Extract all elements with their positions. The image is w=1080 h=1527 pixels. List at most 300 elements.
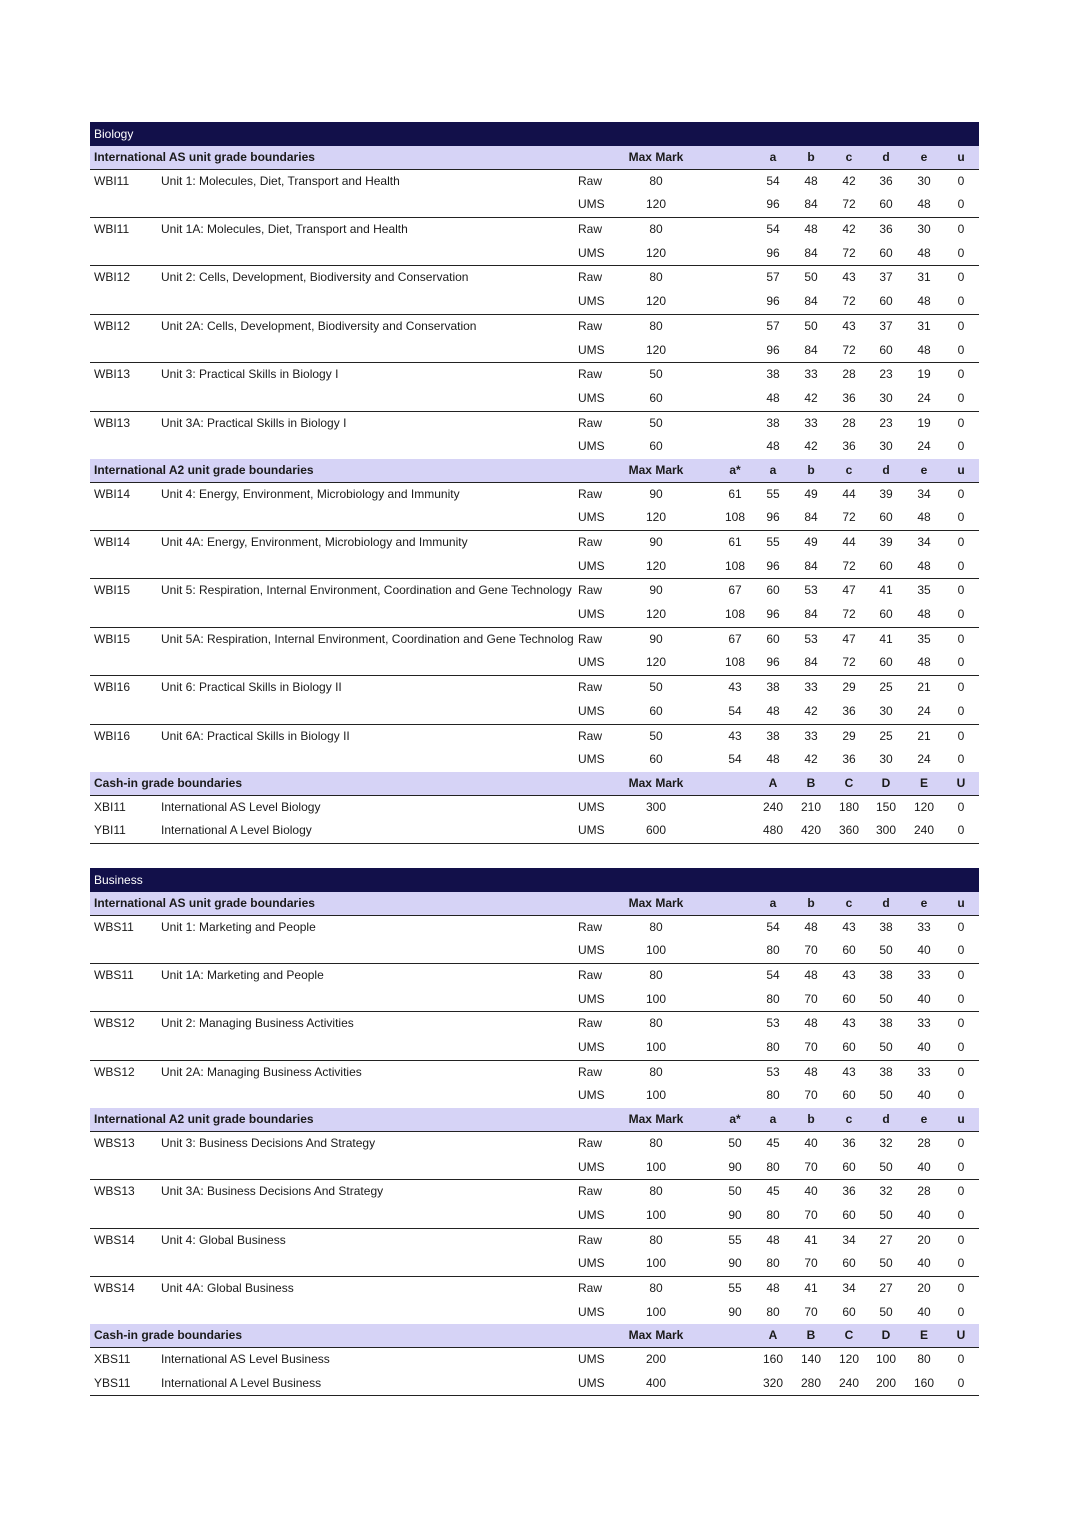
grade-value: 47 [842, 583, 856, 598]
grade-value: 0 [957, 991, 965, 1006]
section-header-label: Cash-in grade boundaries [94, 775, 243, 790]
subject-title-bar [90, 868, 979, 892]
grade-value: 36 [842, 752, 856, 767]
grade-value: 40 [917, 1159, 931, 1174]
unit-group [90, 916, 979, 964]
grade-value: 0 [957, 919, 965, 934]
grade-value: 0 [957, 222, 965, 237]
grade-header: u [957, 895, 965, 910]
section-header-label: International AS unit grade boundaries [94, 150, 315, 164]
max-mark-header: Max Mark [628, 1328, 684, 1343]
grade-value: 38 [766, 367, 780, 382]
unit-row-raw [90, 1229, 979, 1253]
grade-value: 36 [842, 439, 856, 454]
max-mark: 80 [649, 919, 663, 934]
grade-value: 80 [766, 943, 780, 958]
mark-type: UMS [578, 1375, 605, 1390]
as-header-row [90, 892, 979, 916]
unit-row-raw [90, 628, 979, 652]
grade-value: 0 [957, 1159, 965, 1174]
grade-value: 84 [804, 245, 818, 260]
unit-row-ums [90, 290, 979, 314]
section-header-label: Cash-in grade boundaries [94, 1328, 243, 1343]
grade-value: 60 [842, 1159, 856, 1174]
unit-row-raw [90, 1132, 979, 1156]
max-mark: 80 [649, 270, 663, 285]
grade-value: 36 [879, 222, 893, 237]
grade-header: b [807, 462, 815, 477]
mark-type: Raw [578, 486, 603, 501]
unit-code: WBS12 [94, 1064, 135, 1079]
section-header-label: International A2 unit grade boundaries [94, 462, 314, 477]
unit-title: Unit 4A: Energy, Environment, Microbiology and Immunity [161, 535, 468, 549]
grade-value: 70 [804, 991, 818, 1006]
unit-code: WBS12 [94, 1016, 135, 1031]
grade-value: 84 [804, 558, 818, 573]
unit-group [90, 170, 979, 218]
mark-type: Raw [578, 415, 603, 430]
max-mark: 100 [645, 1040, 667, 1055]
grade-value: 0 [957, 1256, 965, 1271]
grade-value: 90 [728, 1207, 742, 1222]
grade-value: 54 [766, 222, 780, 237]
max-mark: 120 [645, 558, 667, 573]
grade-value: 48 [804, 173, 818, 188]
grade-value: 28 [842, 367, 856, 382]
mark-type: Raw [578, 222, 603, 237]
grade-value: 40 [917, 1256, 931, 1271]
grade-value: 0 [957, 318, 965, 333]
grade-value: 0 [957, 535, 965, 549]
grade-value: 60 [879, 197, 893, 212]
unit-code: WBI15 [94, 631, 131, 646]
grade-value: 50 [879, 1159, 893, 1174]
grade-value: 48 [766, 752, 780, 767]
grade-value: 37 [879, 318, 893, 333]
grade-value: 72 [842, 558, 856, 573]
grade-value: 53 [804, 631, 818, 646]
grade-header: A [768, 1328, 778, 1343]
grade-value: 84 [804, 294, 818, 309]
mark-type: UMS [578, 1256, 605, 1271]
grade-header: E [919, 775, 928, 790]
grade-value: 60 [879, 655, 893, 670]
grade-header: e [920, 895, 928, 910]
mark-type: UMS [578, 1352, 605, 1366]
grade-value: 210 [800, 799, 822, 814]
cash-in-row [90, 1348, 979, 1372]
max-mark: 60 [649, 390, 663, 405]
grade-value: 33 [917, 1016, 931, 1031]
grade-value: 70 [804, 1304, 818, 1319]
mark-type: UMS [578, 510, 605, 525]
mark-type: Raw [578, 631, 603, 646]
grade-value: 0 [957, 342, 965, 357]
grade-value: 48 [917, 558, 931, 573]
grade-value: 35 [917, 583, 931, 598]
grade-value: 360 [838, 823, 860, 838]
grade-value [721, 170, 749, 194]
grade-value: 0 [957, 1207, 965, 1222]
grade-value: 48 [917, 607, 931, 622]
mark-type: UMS [578, 943, 605, 958]
grade-value: 60 [879, 342, 893, 357]
grade-value: 48 [804, 222, 818, 237]
mark-type: Raw [578, 173, 603, 188]
max-mark: 90 [649, 535, 663, 549]
mark-type: UMS [578, 752, 605, 767]
mark-type: UMS [578, 1159, 605, 1174]
unit-row-ums [90, 1084, 979, 1108]
mark-type: UMS [578, 1088, 605, 1103]
grade-value: 43 [728, 728, 742, 743]
mark-type: UMS [578, 439, 605, 454]
grade-header [721, 772, 749, 795]
grade-value: 0 [957, 1064, 965, 1079]
grade-value: 0 [957, 1184, 965, 1199]
grade-value: 60 [842, 1304, 856, 1319]
grade-value: 43 [842, 270, 856, 285]
subject-block-business [90, 868, 979, 1396]
grade-value: 19 [917, 415, 931, 430]
grade-value: 48 [804, 1064, 818, 1079]
grade-value: 0 [957, 439, 965, 454]
grade-value: 96 [766, 510, 780, 525]
grade-value: 60 [879, 558, 893, 573]
unit-row-ums [90, 193, 979, 217]
grade-value: 40 [804, 1135, 818, 1150]
max-mark-header: Max Mark [628, 462, 684, 477]
grade-value: 30 [917, 173, 931, 188]
grade-value: 48 [917, 245, 931, 260]
grade-value: 21 [917, 728, 931, 743]
grade-header: c [845, 1112, 853, 1127]
grade-value: 41 [879, 583, 893, 598]
grade-value: 50 [728, 1184, 742, 1199]
max-mark: 90 [649, 583, 663, 598]
unit-code: WBI13 [94, 415, 131, 430]
grade-value: 0 [957, 631, 965, 646]
grade-value: 0 [957, 1280, 965, 1295]
grade-value: 96 [766, 294, 780, 309]
mark-type: UMS [578, 294, 605, 309]
unit-title: Unit 5A: Respiration, Internal Environment, Coordination and Gene Technolog [161, 631, 574, 646]
grade-value: 120 [913, 799, 935, 814]
unit-group [90, 412, 979, 459]
grade-value: 48 [804, 968, 818, 982]
grade-value: 50 [728, 1135, 742, 1150]
grade-value: 240 [838, 1375, 860, 1390]
grade-header: A [768, 775, 778, 790]
grade-value: 34 [917, 486, 931, 501]
grade-value: 48 [804, 919, 818, 934]
as-header-row [90, 146, 979, 170]
grade-value [721, 939, 749, 963]
max-mark: 50 [649, 415, 663, 430]
unit-group [90, 964, 979, 1012]
grade-value [721, 242, 749, 266]
grade-value: 0 [957, 558, 965, 573]
grade-value: 33 [917, 919, 931, 934]
max-mark: 80 [649, 1232, 663, 1247]
grade-value: 60 [842, 1207, 856, 1222]
unit-code: WBI15 [94, 583, 131, 598]
grade-value: 50 [879, 1040, 893, 1055]
grade-value: 80 [766, 1256, 780, 1271]
qualification-title: International AS Level Biology [161, 799, 321, 814]
grade-value [721, 988, 749, 1012]
max-mark: 60 [649, 752, 663, 767]
mark-type: Raw [578, 367, 603, 382]
unit-title: Unit 2A: Managing Business Activities [161, 1064, 362, 1079]
mark-type: UMS [578, 342, 605, 357]
unit-row-ums [90, 748, 979, 772]
max-mark: 90 [649, 486, 663, 501]
grade-value: 50 [879, 1088, 893, 1103]
grade-value: 38 [879, 1064, 893, 1079]
grade-header: e [920, 150, 928, 164]
unit-row-ums [90, 1156, 979, 1180]
grade-value: 280 [800, 1375, 822, 1390]
grade-header: u [957, 150, 965, 164]
grade-value: 50 [879, 943, 893, 958]
section-header-label: International A2 unit grade boundaries [94, 1112, 314, 1127]
grade-header [721, 892, 749, 915]
unit-group [90, 266, 979, 314]
grade-header [721, 146, 749, 169]
grade-value: 24 [917, 752, 931, 767]
grade-value: 140 [800, 1352, 822, 1366]
grade-value: 32 [879, 1135, 893, 1150]
grade-value: 32 [879, 1184, 893, 1199]
unit-code: WBI14 [94, 486, 131, 501]
grade-value: 54 [766, 173, 780, 188]
unit-code: WBS11 [94, 919, 134, 934]
max-mark: 300 [645, 799, 667, 814]
max-mark: 120 [645, 342, 667, 357]
grade-value: 54 [728, 703, 742, 718]
grade-value: 55 [766, 486, 780, 501]
max-mark: 60 [649, 703, 663, 718]
grade-header: d [882, 895, 890, 910]
mark-type: Raw [578, 318, 603, 333]
grade-value: 70 [804, 1256, 818, 1271]
grade-value: 61 [728, 535, 742, 549]
grade-value: 240 [762, 799, 784, 814]
grade-value: 36 [842, 1184, 856, 1199]
grade-value: 0 [957, 943, 965, 958]
max-mark: 80 [649, 1135, 663, 1150]
grade-value: 48 [804, 1016, 818, 1031]
grade-value: 48 [766, 703, 780, 718]
grade-header: U [956, 775, 966, 790]
unit-row-ums [90, 1204, 979, 1228]
grade-value: 40 [917, 1207, 931, 1222]
grade-value: 36 [842, 390, 856, 405]
grade-value: 33 [804, 367, 818, 382]
grade-value: 120 [838, 1352, 860, 1366]
grade-value: 43 [842, 1064, 856, 1079]
grade-value: 53 [766, 1016, 780, 1031]
grade-value: 20 [917, 1280, 931, 1295]
grade-value: 0 [957, 655, 965, 670]
unit-title: Unit 1A: Molecules, Diet, Transport and Health [161, 222, 408, 237]
grade-value: 36 [842, 1135, 856, 1150]
grade-value [721, 796, 749, 820]
grade-header: a* [729, 1112, 741, 1127]
grade-value: 60 [766, 583, 780, 598]
unit-group [90, 315, 979, 363]
max-mark: 80 [649, 1184, 663, 1199]
grade-header: b [807, 895, 815, 910]
grade-value: 72 [842, 342, 856, 357]
grade-value: 0 [957, 173, 965, 188]
unit-row-raw [90, 412, 979, 436]
grade-header: C [844, 1328, 854, 1343]
max-mark: 50 [649, 367, 663, 382]
unit-title: Unit 2: Managing Business Activities [161, 1016, 354, 1031]
cash-in-header-row [90, 1324, 979, 1348]
grade-value: 53 [804, 583, 818, 598]
grade-value: 60 [842, 943, 856, 958]
grade-value: 70 [804, 1207, 818, 1222]
grade-value: 27 [879, 1232, 893, 1247]
unit-title: Unit 5: Respiration, Internal Environment, Coordination and Gene Technology [161, 583, 572, 598]
grade-value: 50 [879, 1304, 893, 1319]
unit-row-raw [90, 315, 979, 339]
unit-title: Unit 6A: Practical Skills in Biology II [161, 728, 350, 743]
unit-title: Unit 3A: Practical Skills in Biology I [161, 415, 347, 430]
unit-row-ums [90, 651, 979, 675]
grade-value: 0 [957, 415, 965, 430]
unit-row-ums [90, 387, 979, 411]
grade-value: 48 [917, 510, 931, 525]
mark-type: Raw [578, 1280, 603, 1295]
grade-value: 57 [766, 270, 780, 285]
grade-value: 0 [957, 968, 965, 982]
max-mark: 120 [645, 245, 667, 260]
grade-value: 57 [766, 318, 780, 333]
grade-value: 39 [879, 535, 893, 549]
grade-value: 43 [842, 919, 856, 934]
grade-value: 90 [728, 1256, 742, 1271]
grade-value: 28 [917, 1135, 931, 1150]
grade-value: 0 [957, 294, 965, 309]
unit-row-raw [90, 483, 979, 507]
unit-row-raw [90, 1012, 979, 1036]
unit-code: WBI11 [94, 173, 130, 188]
qualification-title: International A Level Biology [161, 823, 312, 838]
grade-value: 42 [804, 390, 818, 405]
grade-value: 53 [766, 1064, 780, 1079]
cash-in-group [90, 1348, 979, 1396]
grade-value [721, 1036, 749, 1060]
grade-value: 38 [879, 919, 893, 934]
max-mark: 200 [645, 1352, 667, 1366]
grade-value: 70 [804, 1040, 818, 1055]
grade-value: 50 [879, 991, 893, 1006]
grade-value [721, 964, 749, 988]
unit-row-ums [90, 555, 979, 579]
subject-title-bar [90, 122, 979, 146]
grade-value: 67 [728, 631, 742, 646]
unit-row-ums [90, 339, 979, 363]
unit-row-ums [90, 506, 979, 530]
grade-value: 108 [724, 510, 746, 525]
max-mark: 120 [645, 294, 667, 309]
max-mark-header: Max Mark [628, 895, 684, 910]
unit-row-raw [90, 363, 979, 387]
grade-value: 108 [724, 655, 746, 670]
grade-value: 30 [879, 752, 893, 767]
grade-value: 42 [842, 222, 856, 237]
unit-code: WBS11 [94, 968, 134, 982]
unit-row-ums [90, 242, 979, 266]
unit-title: Unit 4: Energy, Environment, Microbiology and Immunity [161, 486, 460, 501]
grade-value: 29 [842, 728, 856, 743]
grade-value: 108 [724, 558, 746, 573]
mark-type: UMS [578, 703, 605, 718]
mark-type: UMS [578, 390, 605, 405]
grade-value: 34 [917, 535, 931, 549]
max-mark: 100 [645, 1088, 667, 1103]
max-mark: 80 [649, 222, 663, 237]
grade-header: c [845, 462, 853, 477]
grade-value: 30 [879, 439, 893, 454]
grade-value: 0 [957, 703, 965, 718]
unit-group [90, 1132, 979, 1180]
grade-value: 27 [879, 1280, 893, 1295]
grade-value: 43 [842, 1016, 856, 1031]
max-mark: 100 [645, 991, 667, 1006]
grade-header: c [845, 895, 853, 910]
qualification-title: International A Level Business [161, 1375, 322, 1390]
max-mark: 120 [645, 197, 667, 212]
grade-value: 72 [842, 197, 856, 212]
unit-row-raw [90, 531, 979, 555]
grade-header: C [844, 775, 854, 790]
grade-value: 0 [957, 245, 965, 260]
grade-value: 0 [957, 607, 965, 622]
grade-value: 19 [917, 367, 931, 382]
grade-value: 90 [728, 1304, 742, 1319]
grade-header: c [845, 150, 853, 164]
mark-type: Raw [578, 1184, 603, 1199]
unit-group [90, 483, 979, 531]
unit-title: Unit 4: Global Business [161, 1232, 286, 1247]
unit-code: WBI14 [94, 535, 131, 549]
grade-value: 38 [766, 680, 780, 695]
unit-title: Unit 3: Business Decisions And Strategy [161, 1135, 376, 1150]
unit-row-ums [90, 1301, 979, 1325]
grade-value: 72 [842, 655, 856, 670]
unit-row-ums [90, 1036, 979, 1060]
cash-in-row [90, 1372, 979, 1396]
grade-value: 0 [957, 197, 965, 212]
max-mark: 100 [645, 1304, 667, 1319]
mark-type: UMS [578, 1040, 605, 1055]
grade-value: 0 [957, 1016, 965, 1031]
grade-value: 36 [842, 703, 856, 718]
grade-header: B [806, 775, 816, 790]
grade-value: 60 [766, 631, 780, 646]
subject-block-biology [90, 122, 979, 844]
max-mark: 50 [649, 680, 663, 695]
grade-value: 84 [804, 197, 818, 212]
grade-value: 0 [957, 510, 965, 525]
grade-value: 72 [842, 245, 856, 260]
max-mark: 120 [645, 607, 667, 622]
